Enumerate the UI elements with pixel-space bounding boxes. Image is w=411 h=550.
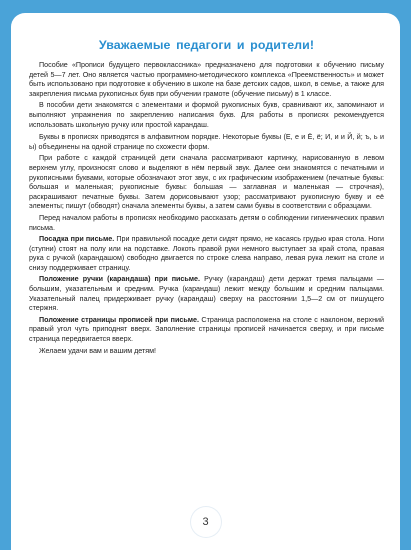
paragraph-workflow xyxy=(29,154,384,212)
paragraph-text: Буквы в прописях приводятся в алфавитном порядке. Некоторые буквы (Е, е и Ё, ё; И, и и Й, й; ъ, ь и ы) объединены на одной странице по схожести форм. xyxy=(29,133,384,151)
paragraph-text: Перед началом работы в прописях необходимо рассказать детям о соблюдении гигиенических правил письма. xyxy=(29,213,384,232)
page-title: Уважаемые педагоги и родители! xyxy=(98,38,315,52)
paragraph-wishes xyxy=(29,347,384,357)
page-number: 3 xyxy=(191,507,221,537)
paragraph-elements xyxy=(29,101,384,130)
paragraph-text: Страница расположена на столе с наклоном, верхний правый угол чуть приподнят вверх. Заполнение страницы прописей начинается сверху, и при письме страница передвигается вверх. xyxy=(29,315,384,344)
page-card xyxy=(11,13,400,550)
paragraph-heading: Положение страницы прописей при письме. xyxy=(39,315,199,324)
paragraph-pen-grip xyxy=(29,275,384,313)
paragraph-hygiene xyxy=(29,214,384,233)
paragraph-text: При работе с каждой страницей дети сначала рассматривают картинку, нарисованную в левом верхнем углу, произносят слово и выделяют в нём первый звук. Далее они знакомятся с печатными и рукописными буквами, которые обозначают этот звук, с их графическим изображением (печатные буквы: большая и маленькая; рукописные буквы: большая — заглавная и маленькая — строчная), раскрашивают печатные буквы. Затем дорисовывают узор; рассматривают рукописную букву и её элементы; пишут (обводят) сначала элементы буквы, а затем сами буквы в соответствии с образцами. xyxy=(29,154,384,211)
paragraph-text: Пособие «Прописи будущего первоклассника» предназначено для подготовки к обучению письму детей 5—7 лет. Оно является частью программно-методического комплекса «Преемственность» и может быть использовано при подготовке к обучению в школе на базе детских садов, школ, в семье, а также для закрепления письма рукописных букв при обучении грамоте (обучение письму) в 1 классе. xyxy=(29,61,384,98)
paragraph-text: Ручку (карандаш) дети держат тремя пальцами — большим, указательным и средним. Ручка (карандаш) лежит между большим и средним пальцами. Указательный палец придерживает ручку (карандаш) сверху на расстоянии 1,5—2 см от пишущего стержня. xyxy=(29,275,384,313)
paragraph-posture xyxy=(29,235,384,273)
paragraph-intro xyxy=(29,61,384,99)
paragraph-text: Желаем удачи вам и вашим детям! xyxy=(39,346,157,355)
paragraph-heading: Положение ручки (карандаша) при письме. xyxy=(39,275,200,284)
paragraph-page-position xyxy=(29,316,384,345)
paragraph-alphabet xyxy=(29,133,384,152)
paragraph-text: В пособии дети знакомятся с элементами и формой рукописных букв, сравнивают их, запоминают и выполняют упражнения по закреплению написания букв. Для работы в прописях рекомендуется использовать школьную ручку или простой карандаш. xyxy=(29,101,384,129)
paragraph-heading: Посадка при письме. xyxy=(39,235,115,244)
paragraph-text: При правильной посадке дети сидят прямо, не касаясь грудью края стола. Ноги (ступни) стоят на полу или на подставке. Локоть правой руки немного выступает за край стола, правая рука с ручкой (карандашом) свободно двигается по строке слева направо, левая рука лежит на столе и снизу поддерживает страницу. xyxy=(29,235,384,272)
